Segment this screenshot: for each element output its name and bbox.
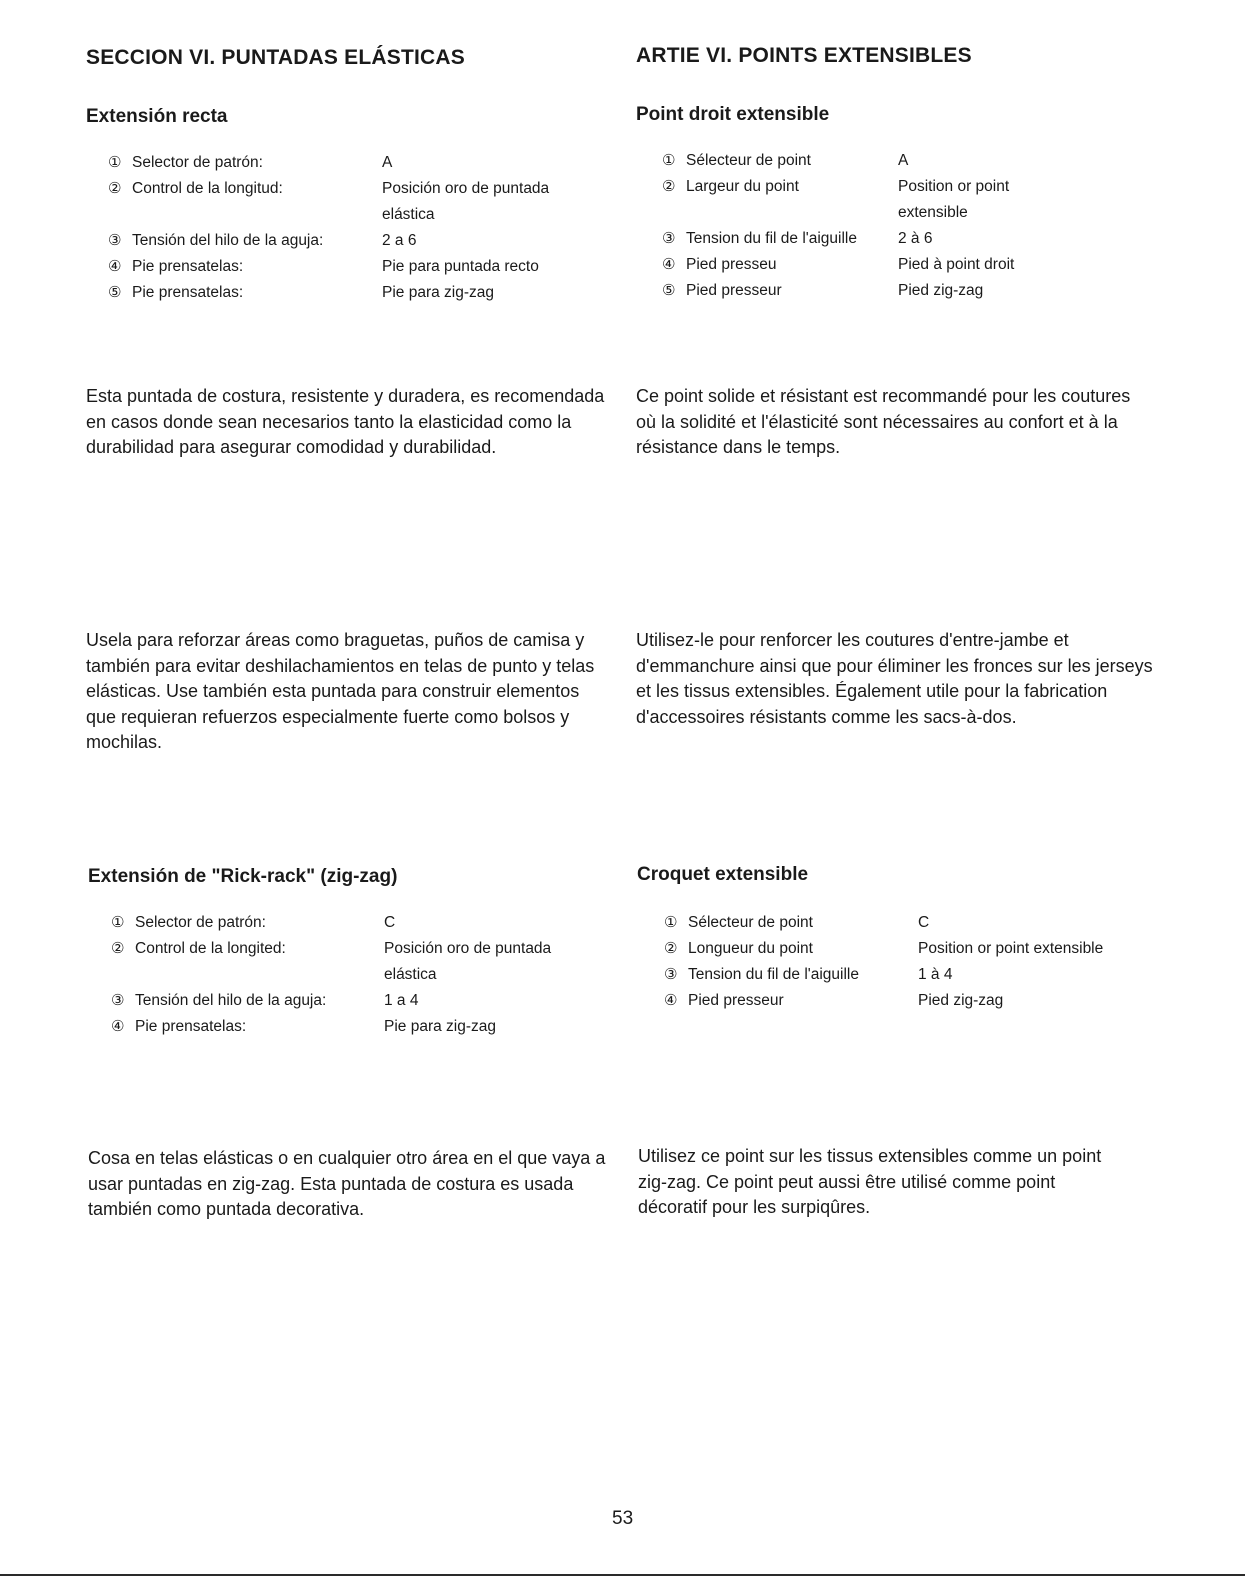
setting-row [111, 936, 611, 988]
setting-label: Pie prensatelas: [135, 1018, 247, 1035]
setting-value: Pied zig-zag [898, 282, 984, 299]
setting-value: 1 à 4 [918, 966, 953, 983]
setting-number: ④ [662, 256, 676, 273]
setting-row [111, 910, 611, 936]
settings-list [664, 910, 1174, 1014]
setting-number: ② [111, 940, 125, 957]
setting-number: ② [664, 940, 678, 957]
setting-row [108, 176, 608, 228]
setting-value: Posición oro de puntada elástica [384, 940, 552, 983]
setting-label: Tensión del hilo de la aguja: [132, 232, 324, 249]
setting-row [108, 254, 608, 280]
setting-label: Sélecteur de point [686, 152, 811, 169]
settings-list [108, 150, 608, 306]
setting-row [108, 150, 608, 176]
setting-number: ④ [664, 992, 678, 1009]
setting-row [108, 280, 608, 306]
setting-label: Tensión del hilo de la aguja: [135, 992, 327, 1009]
setting-label: Selector de patrón: [132, 154, 263, 171]
subsection-title: Croquet extensible [637, 864, 809, 885]
setting-label: Selector de patrón: [135, 914, 266, 931]
setting-value: 2 à 6 [898, 230, 933, 247]
setting-number: ① [662, 152, 676, 169]
setting-value: 2 a 6 [382, 232, 417, 249]
setting-value: Pied zig-zag [918, 992, 1004, 1009]
body-paragraph: Cosa en telas elásticas o en cualquier otro área en el que vaya a usar puntadas en zig-zag. Esta puntada de costura es usada también como puntada decorativa. [88, 1148, 606, 1219]
setting-number: ③ [108, 232, 122, 249]
setting-label: Pie prensatelas: [132, 284, 244, 301]
setting-number: ① [664, 914, 678, 931]
setting-row [664, 936, 1174, 962]
body-paragraph: Utilisez-le pour renforcer les coutures d'entre-jambe et d'emmanchure ainsi que pour éliminer les fronces sur les jerseys et les tissus extensibles. Également utile pour la fabrication d'accessoires résistants comme les sacs-à-dos. [636, 630, 1153, 727]
body-paragraph: Esta puntada de costura, resistente y duradera, es recomendada en casos donde sean necesarios tanto la elasticidad como la durabilidad para asegurar comodidad y durabilidad. [86, 386, 605, 457]
setting-label: Pied presseur [686, 282, 782, 299]
setting-number: ② [108, 180, 122, 197]
setting-label: Pied presseur [688, 992, 784, 1009]
setting-value: Pied à point droit [898, 256, 1015, 273]
setting-value: Pie para puntada recto [382, 258, 539, 275]
setting-value: C [384, 914, 396, 931]
setting-label: Pie prensatelas: [132, 258, 244, 275]
setting-row [664, 910, 1174, 936]
bottom-divider [0, 1574, 1245, 1576]
setting-number: ① [108, 154, 122, 171]
setting-number: ⑤ [108, 284, 122, 301]
setting-number: ⑤ [662, 282, 676, 299]
setting-value: A [382, 154, 393, 171]
body-paragraph: Utilisez ce point sur les tissus extensibles comme un point zig-zag. Ce point peut aussi être utilisé comme point décoratif pour les surpiqûres. [638, 1146, 1102, 1217]
setting-row [108, 228, 608, 254]
setting-label: Tension du fil de l'aiguille [688, 966, 859, 983]
setting-value: Position or point extensible [918, 940, 1104, 957]
setting-row [662, 226, 1162, 252]
setting-row [662, 278, 1162, 304]
setting-number: ③ [662, 230, 676, 247]
setting-row [111, 1014, 611, 1040]
subsection-title: Extensión recta [86, 106, 228, 127]
setting-number: ③ [664, 966, 678, 983]
setting-row [664, 962, 1174, 988]
settings-list [662, 148, 1162, 304]
setting-number: ④ [111, 1018, 125, 1035]
setting-row [662, 148, 1162, 174]
subsection-title: Extensión de "Rick-rack" (zig-zag) [88, 866, 398, 887]
setting-label: Sélecteur de point [688, 914, 813, 931]
setting-value: C [918, 914, 930, 931]
setting-value: 1 a 4 [384, 992, 419, 1009]
setting-row [664, 988, 1174, 1014]
setting-value: Posición oro de puntada elástica [382, 180, 550, 223]
page-number: 53 [612, 1508, 634, 1529]
settings-list [111, 910, 611, 1040]
setting-value: Position or point extensible [898, 178, 1010, 221]
setting-value: Pie para zig-zag [384, 1018, 497, 1035]
setting-value: A [898, 152, 909, 169]
setting-number: ① [111, 914, 125, 931]
section-title: SECCION VI. PUNTADAS ELÁSTICAS [86, 46, 465, 69]
setting-value: Pie para zig-zag [382, 284, 495, 301]
subsection-title: Point droit extensible [636, 104, 830, 125]
body-paragraph: Ce point solide et résistant est recommandé pour les coutures où la solidité et l'élasticité sont nécessaires au confort et à la résistance dans le temps. [636, 386, 1131, 457]
setting-label: Largeur du point [686, 178, 799, 195]
setting-number: ③ [111, 992, 125, 1009]
setting-row [111, 988, 611, 1014]
setting-row [662, 174, 1162, 226]
setting-row [662, 252, 1162, 278]
setting-label: Pied presseu [686, 256, 777, 273]
setting-number: ② [662, 178, 676, 195]
setting-label: Control de la longited: [135, 940, 286, 957]
setting-number: ④ [108, 258, 122, 275]
setting-label: Control de la longitud: [132, 180, 283, 197]
body-paragraph: Usela para reforzar áreas como braguetas, puños de camisa y también para evitar deshilachamientos en telas de punto y telas elásticas. Use también esta puntada para construir elementos que requieran refuerzos especialmente fuerte como bolsos y mochilas. [86, 630, 595, 752]
setting-label: Tension du fil de l'aiguille [686, 230, 857, 247]
setting-label: Longueur du point [688, 940, 813, 957]
section-title: ARTIE VI. POINTS EXTENSIBLES [636, 44, 972, 67]
